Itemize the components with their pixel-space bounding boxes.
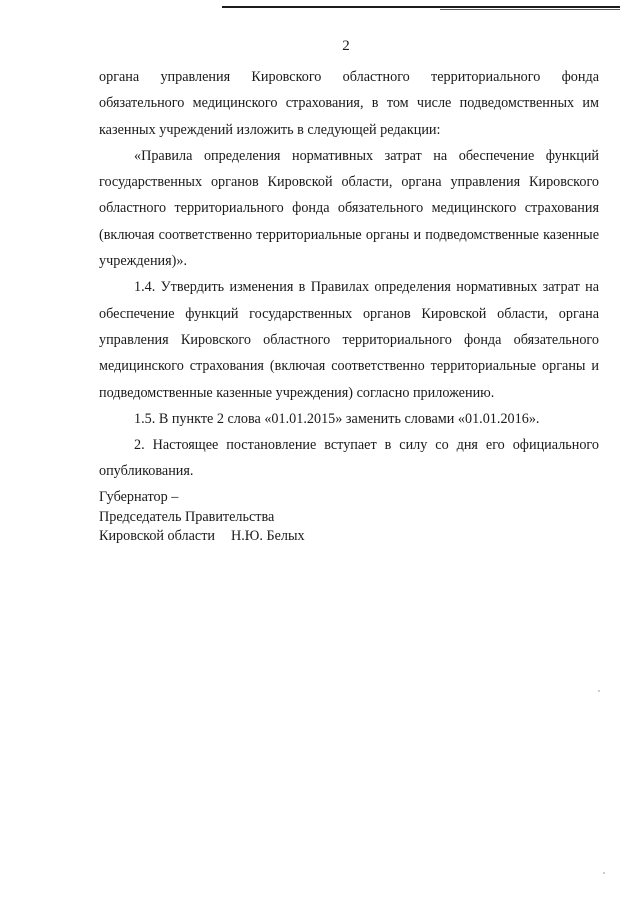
paragraph-item-2: 2. Настоящее постановление вступает в силу со дня его официального опубликования. xyxy=(99,437,599,480)
page-number: 2 xyxy=(342,38,350,54)
paragraph-item-1-4: 1.4. Утвердить изменения в Правилах определения нормативных затрат на обеспечение функций государственных органов Кировской области, органа управления Кировского областного территориального фонда обязательного медицинского страхования (включая соответственно территориальные органы и подведомственные казенные учреждения) согласно приложению. xyxy=(99,279,599,401)
signature-block xyxy=(99,488,305,547)
document-body xyxy=(99,64,599,485)
paragraph-continuation: органа управления Кировского областного территориального фонда обязательного медицинского страхования, в том числе подведомственных им казенных учреждений изложить в следующей редакции: xyxy=(99,69,599,138)
scan-speck xyxy=(598,690,600,692)
scan-speck xyxy=(603,872,605,874)
signature-region: Кировской области xyxy=(99,528,215,544)
signature-region-line xyxy=(99,527,305,547)
paragraph-item-1-5: 1.5. В пункте 2 слова «01.01.2015» заменить словами «01.01.2016». xyxy=(134,410,540,427)
paragraph-quoted-title: «Правила определения нормативных затрат на обеспечение функций государственных органов Кировской области, органа управления Кировского областного территориального фонда обязательного медицинского страхования (включая соответственно территориальные органы и подведомственные казенные учреждения)». xyxy=(99,147,599,270)
signature-title-line: Губернатор – xyxy=(99,489,179,505)
top-border-line-secondary xyxy=(440,9,620,10)
signatory-name: Н.Ю. Белых xyxy=(231,528,305,544)
top-border-line xyxy=(222,6,620,8)
signature-position-line: Председатель Правительства xyxy=(99,508,275,525)
